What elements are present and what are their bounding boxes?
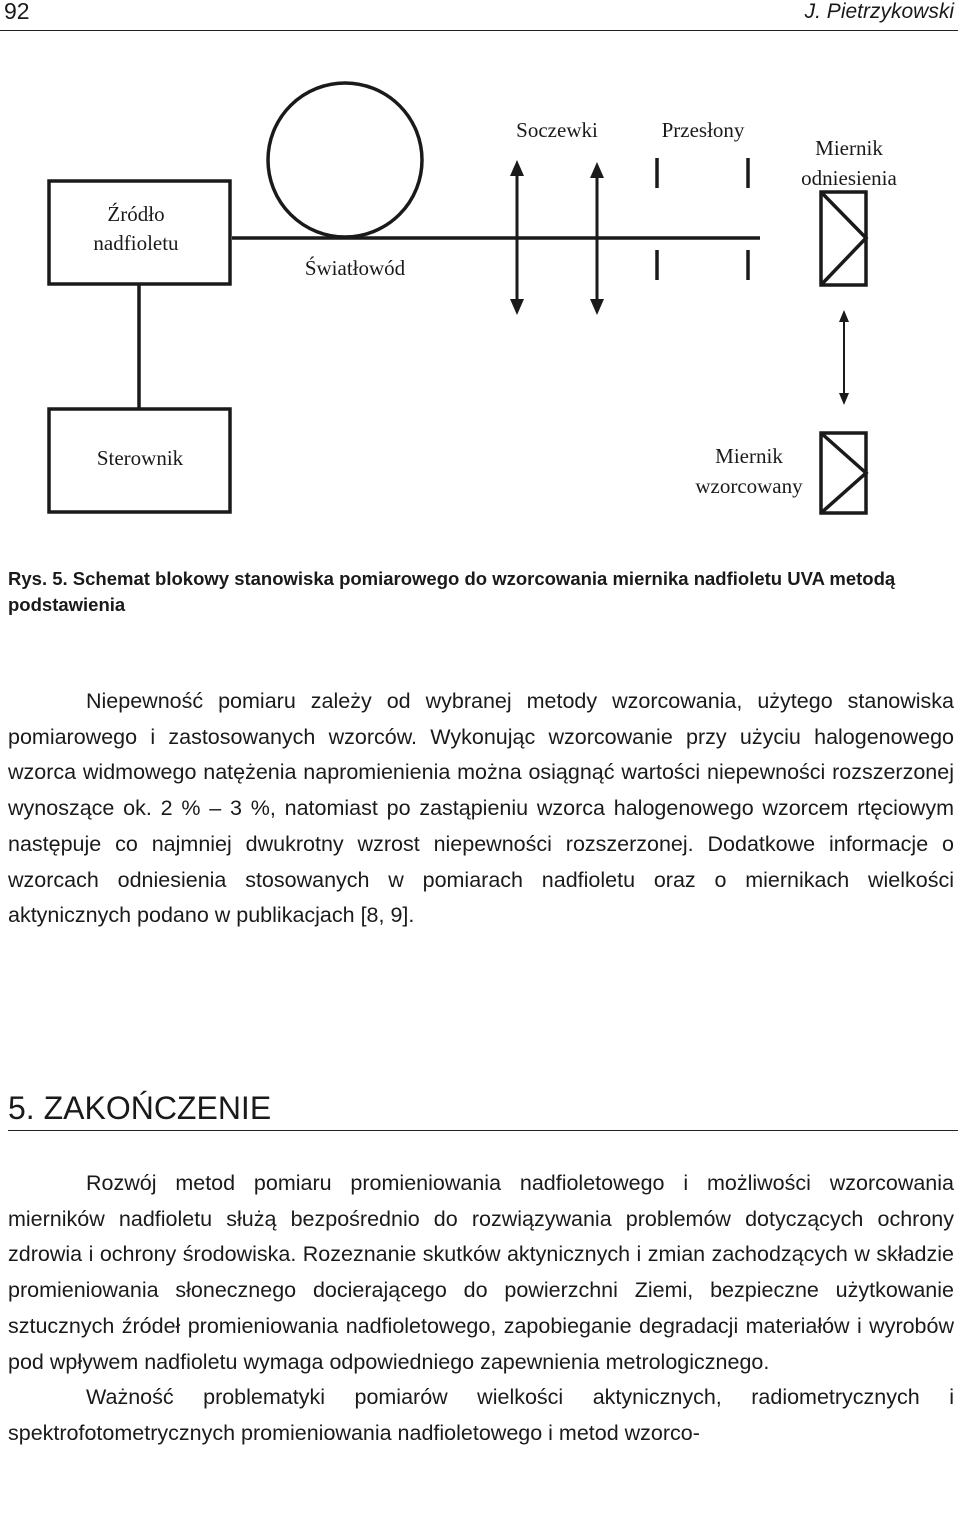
label-reference-meter-2: odniesienia [801, 166, 897, 190]
page-number: 92 [4, 0, 30, 24]
label-apertures: Przesłony [661, 118, 745, 142]
block-diagram [0, 40, 960, 540]
body-paragraph-uncertainty: Niepewność pomiaru zależy od wybranej metody wzorcowania, użytego stanowiska pomiarowego i zastosowanych wzorców. Wykonując wzorcowanie przy użyciu halogenowego wzorca widmowego natężenia napromienienia można osiągnąć wartości niepewności rozszerzonej wynoszące ok. 2 % – 3 %, natomiast po zastąpieniu wzorca halogenowego wzorcem rtęciowym następuje co najmniej dwukrotny wzrost niepewności rozszerzonej. Dodatkowe informacje o wzorcach odniesienia stosowanych w pomiarach nadfioletu oraz o miernikach wielkości aktynicznych podano w publikacjach [8, 9]. [8, 689, 954, 928]
label-calibrated-meter-1: Miernik [715, 444, 783, 468]
label-reference-meter-1: Miernik [815, 136, 883, 160]
conclusion-text [8, 1166, 954, 1452]
calibrated-meter-block [821, 433, 866, 513]
section-heading: 5. ZAKOŃCZENIE [8, 1086, 958, 1131]
reference-meter-block [821, 192, 866, 285]
fiber-loop [268, 83, 422, 237]
body-paragraph-conclusion: Rozwój metod pomiaru promieniowania nadfioletowego i możliwości wzorcowania mierników nadfioletu służą bezpośrednio do rozwiązywania problemów dotyczących ochrony zdrowia i ochrony środowiska. Rozeznanie skutków aktynicznych i zmian zachodzących w składzie promieniowania słonecznego docierającego do powierzchni Ziemi, bezpieczne użytkowanie sztucznych źródeł promieniowania nadfioletowego, zapobieganie degradacji materiałów i wyrobów pod wpływem nadfioletu wymaga odpowiedniego zapewnienia metrologicznego. [8, 1171, 954, 1374]
label-controller: Sterownik [96, 446, 184, 470]
label-fiber: Światłowód [304, 256, 406, 280]
label-uv-source-2: nadfioletu [93, 231, 179, 255]
running-header [0, 0, 958, 31]
figure-caption: Rys. 5. Schemat blokowy stanowiska pomiarowego do wzorcowania miernika nadfioletu UVA metodą podstawienia [8, 568, 896, 615]
reference-meter-detector [821, 192, 866, 285]
running-author: J. Pietrzykowski [804, 0, 954, 23]
label-lenses: Soczewki [516, 118, 598, 142]
body-paragraph-importance: Ważność problematyki pomiarów wielkości aktynicznych, radiometrycznych i spektrofotometrycznych promieniowania nadfioletowego i metod wzorco- [8, 1385, 954, 1445]
label-calibrated-meter-2: wzorcowany [695, 474, 803, 498]
label-uv-source-1: Źródło [107, 202, 165, 226]
calibrated-meter-detector [821, 433, 866, 513]
